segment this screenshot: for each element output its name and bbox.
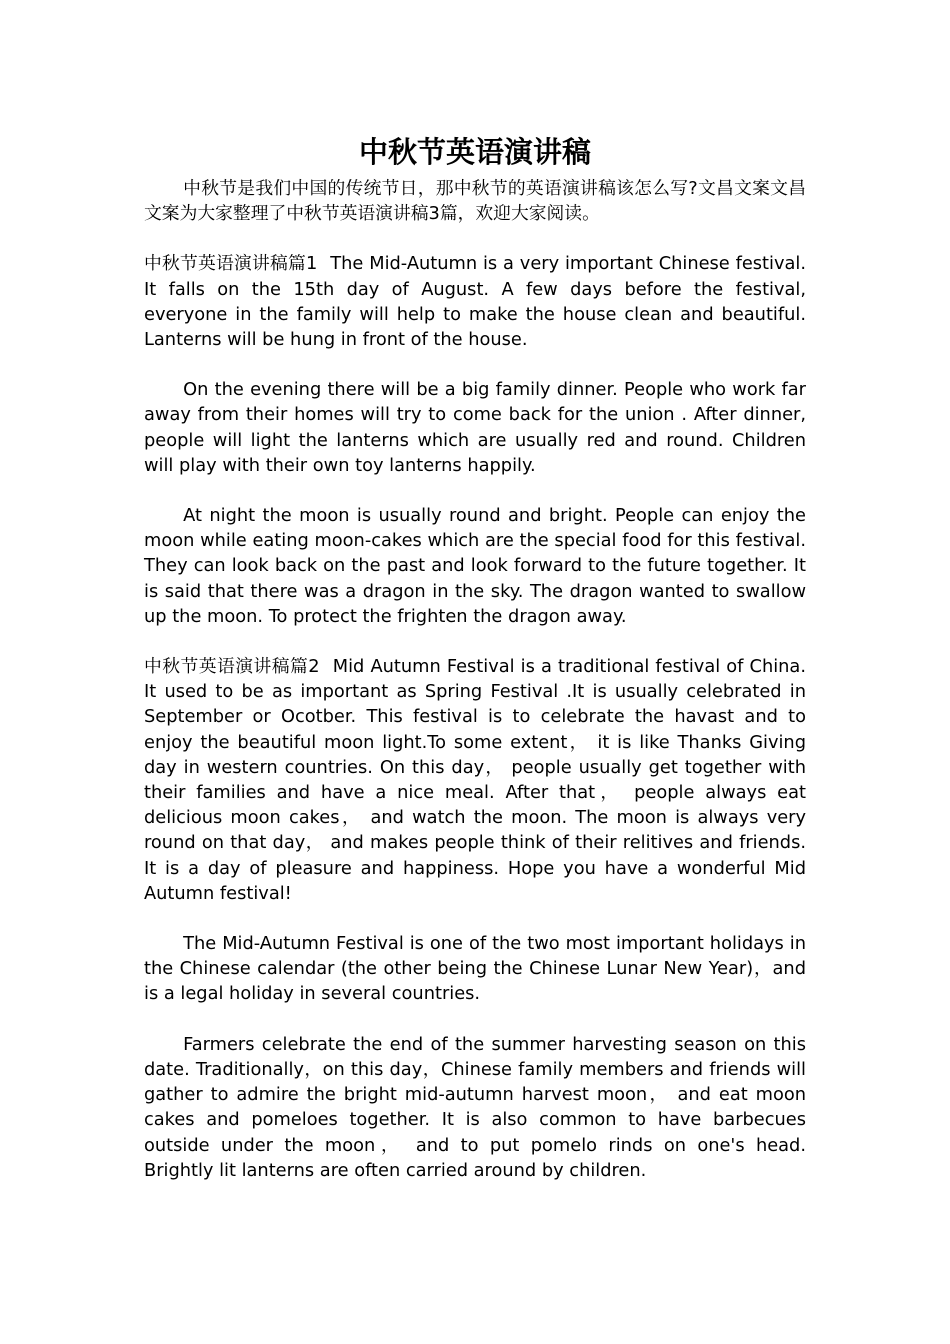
- section1-paragraph1: [144, 251, 806, 352]
- section2-text1: Mid Autumn Festival is a traditional festival of China. It used to be as important as Spring Festival .It is usually celebrated in September or Ocotber. This festival is to celebrate the havast and to enjoy the beautiful moon light.To some extent， it is like Thanks Giving day in western countries. On this day， people usually get together with their families and have a nice meal. After that， people always eat delicious moon cakes， and watch the moon. The moon is always very round on that day， and makes people think of their relitives and friends. It is a day of pleasure and happiness. Hope you have a wonderful Mid Autumn festival!: [144, 656, 806, 904]
- paragraph-gap: [144, 906, 806, 931]
- section1-label: 中秋节英语演讲稿篇1: [144, 253, 318, 275]
- section1-paragraph3: At night the moon is usually round and bright. People can enjoy the moon while eating moon-cakes which are the special food for this festival. They can look back on the past and look forward to the future together. It is said that there was a dragon in the sky. The dragon wanted to swallow up the moon. To protect the frighten the dragon away.: [144, 505, 806, 627]
- section2-paragraph3: Farmers celebrate the end of the summer harvesting season on this date. Traditionally，on this day，Chinese family members and friends will gather to admire the bright mid-autumn harvest moon， and eat moon cakes and pomeloes together. It is also common to have barbecues outside under the moon， and to put pomelo rinds on one's head. Brightly lit lanterns are often carried around by children.: [144, 1033, 806, 1181]
- paragraph-gap: [144, 352, 806, 377]
- section2-paragraph2: The Mid-Autumn Festival is one of the two most important holidays in the Chinese calendar (the other being the Chinese Lunar New Year)，and is a legal holiday in several countries.: [144, 933, 806, 1005]
- paragraph-gap: [144, 226, 806, 251]
- paragraph-gap: [144, 629, 806, 654]
- paragraph-gap: [144, 1007, 806, 1032]
- document-body: [144, 128, 806, 1183]
- page-title: 中秋节英语演讲稿: [358, 135, 591, 169]
- section2-label: 中秋节英语演讲稿篇2: [144, 656, 320, 678]
- intro-paragraph: 中秋节是我们中国的传统节日，那中秋节的英语演讲稿该怎么写?文昌文案文昌文案为大家整理了中秋节英语演讲稿3篇，欢迎大家阅读。: [144, 178, 806, 225]
- section1-paragraph2: On the evening there will be a big family dinner. People who work far away from their homes will try to come back for the union . After dinner, people will light the lanterns which are usually red and round. Children will play with their own toy lanterns happily.: [144, 379, 806, 476]
- section1-text1: The Mid-Autumn is a very important Chinese festival. It falls on the 15th day of August. A few days before the festival, everyone in the family will help to make the house clean and beautiful. Lanterns will be hung in front of the house.: [144, 253, 806, 351]
- section2-paragraph1: [144, 654, 806, 906]
- paragraph-gap: [144, 478, 806, 503]
